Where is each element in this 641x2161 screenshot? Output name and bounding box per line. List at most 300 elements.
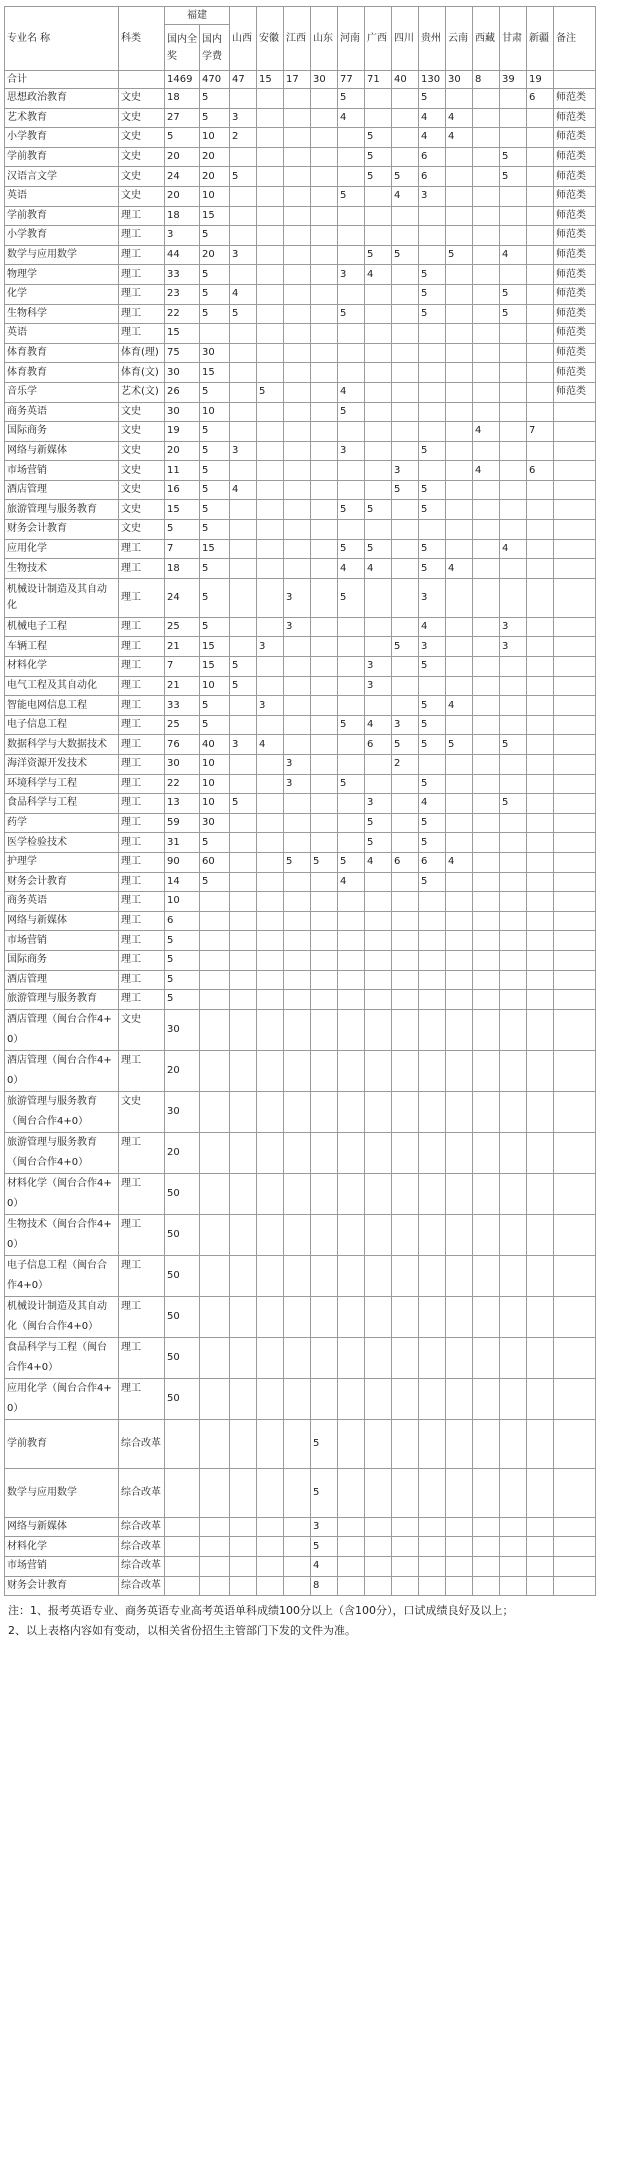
province-quota-cell: 5 xyxy=(338,539,365,559)
province-quota-cell xyxy=(284,950,311,970)
totals-value: 30 xyxy=(311,71,338,89)
fujian-full-scholarship-cell: 20 xyxy=(165,1132,200,1173)
province-quota-cell: 5 xyxy=(446,245,473,265)
table-row xyxy=(5,755,596,775)
province-quota-cell xyxy=(284,657,311,677)
province-quota-cell xyxy=(500,480,527,500)
major-name-cell: 医学检验技术 xyxy=(5,833,119,853)
province-quota-cell: 5 xyxy=(392,735,419,755)
table-row xyxy=(5,245,596,265)
empty-cell xyxy=(200,1337,230,1378)
table-row xyxy=(5,637,596,657)
empty-cell xyxy=(500,1132,527,1173)
province-quota-cell: 5 xyxy=(311,1537,338,1557)
empty-cell xyxy=(527,1050,554,1091)
empty-cell xyxy=(392,1337,419,1378)
note-cell xyxy=(554,637,596,657)
province-quota-cell xyxy=(527,657,554,677)
province-quota-cell xyxy=(527,676,554,696)
empty-cell xyxy=(257,1419,284,1468)
totals-blank xyxy=(119,71,165,89)
province-quota-cell xyxy=(284,343,311,363)
table-row xyxy=(5,1173,596,1214)
empty-cell xyxy=(365,1378,392,1419)
header-province: 西藏 xyxy=(473,7,500,71)
empty-cell xyxy=(419,1214,446,1255)
category-cell: 文史 xyxy=(119,422,165,442)
category-cell: 理工 xyxy=(119,1050,165,1091)
province-quota-cell xyxy=(284,559,311,579)
empty-cell xyxy=(284,1091,311,1132)
province-quota-cell xyxy=(338,480,365,500)
empty-cell xyxy=(527,1214,554,1255)
province-quota-cell xyxy=(473,343,500,363)
major-name-cell: 生物技术 xyxy=(5,559,119,579)
empty-cell xyxy=(365,1091,392,1132)
province-quota-cell xyxy=(284,284,311,304)
province-quota-cell xyxy=(473,990,500,1010)
province-quota-cell xyxy=(527,872,554,892)
province-quota-cell xyxy=(500,265,527,285)
province-quota-cell: 5 xyxy=(311,1419,338,1468)
province-quota-cell xyxy=(500,324,527,344)
province-quota-cell: 5 xyxy=(419,715,446,735)
province-quota-cell xyxy=(446,206,473,226)
province-quota-cell: 4 xyxy=(419,617,446,637)
province-quota-cell xyxy=(257,715,284,735)
province-quota-cell xyxy=(500,422,527,442)
empty-cell xyxy=(165,1537,200,1557)
province-quota-cell xyxy=(311,167,338,187)
empty-cell xyxy=(311,1337,338,1378)
major-name-cell: 学前教育 xyxy=(5,147,119,167)
province-quota-cell xyxy=(230,363,257,383)
province-quota-cell xyxy=(419,970,446,990)
province-quota-cell: 3 xyxy=(230,245,257,265)
empty-cell xyxy=(392,1132,419,1173)
empty-cell xyxy=(365,1337,392,1378)
category-cell: 理工 xyxy=(119,813,165,833)
header-province: 四川 xyxy=(392,7,419,71)
fujian-tuition-cell: 40 xyxy=(200,735,230,755)
province-quota-cell xyxy=(284,676,311,696)
empty-cell xyxy=(284,1050,311,1091)
province-quota-cell xyxy=(257,657,284,677)
province-quota-cell xyxy=(365,422,392,442)
province-quota-cell: 5 xyxy=(284,852,311,872)
category-cell: 理工 xyxy=(119,578,165,617)
empty-cell xyxy=(500,1091,527,1132)
empty-cell xyxy=(554,1556,596,1576)
province-quota-cell xyxy=(230,970,257,990)
province-quota-cell xyxy=(527,735,554,755)
province-quota-cell xyxy=(284,206,311,226)
province-quota-cell xyxy=(392,911,419,931)
major-name-cell: 智能电网信息工程 xyxy=(5,696,119,716)
province-quota-cell xyxy=(311,657,338,677)
empty-cell xyxy=(392,1468,419,1517)
empty-cell xyxy=(257,1468,284,1517)
province-quota-cell xyxy=(230,637,257,657)
empty-cell xyxy=(284,1517,311,1537)
empty-cell xyxy=(473,1009,500,1050)
province-quota-cell xyxy=(446,578,473,617)
header-category: 科类 xyxy=(119,7,165,71)
province-quota-cell: 5 xyxy=(500,304,527,324)
category-cell: 体育(理) xyxy=(119,343,165,363)
table-row xyxy=(5,794,596,814)
province-quota-cell xyxy=(365,931,392,951)
province-quota-cell xyxy=(392,559,419,579)
province-quota-cell xyxy=(230,206,257,226)
empty-cell xyxy=(473,1214,500,1255)
province-quota-cell: 5 xyxy=(230,304,257,324)
fujian-tuition-cell: 5 xyxy=(200,480,230,500)
province-quota-cell: 3 xyxy=(338,265,365,285)
fujian-full-scholarship-cell: 18 xyxy=(165,89,200,109)
category-cell: 理工 xyxy=(119,735,165,755)
province-quota-cell xyxy=(311,520,338,540)
empty-cell xyxy=(446,1091,473,1132)
empty-cell xyxy=(527,1378,554,1419)
major-name-cell: 旅游管理与服务教育（闽台合作4+0） xyxy=(5,1091,119,1132)
province-quota-cell xyxy=(473,382,500,402)
empty-cell xyxy=(500,1378,527,1419)
province-quota-cell xyxy=(365,911,392,931)
empty-cell xyxy=(338,1337,365,1378)
province-quota-cell xyxy=(284,715,311,735)
empty-cell xyxy=(365,1132,392,1173)
empty-cell xyxy=(527,1255,554,1296)
table-row xyxy=(5,852,596,872)
empty-cell xyxy=(200,1296,230,1337)
fujian-tuition-cell: 10 xyxy=(200,794,230,814)
province-quota-cell xyxy=(446,755,473,775)
note-cell xyxy=(554,617,596,637)
province-quota-cell xyxy=(311,382,338,402)
major-name-cell: 旅游管理与服务教育 xyxy=(5,990,119,1010)
province-quota-cell xyxy=(338,147,365,167)
table-row xyxy=(5,990,596,1010)
province-quota-cell xyxy=(473,304,500,324)
empty-cell xyxy=(230,1378,257,1419)
province-quota-cell: 3 xyxy=(257,696,284,716)
empty-cell xyxy=(230,1517,257,1537)
province-quota-cell: 4 xyxy=(338,108,365,128)
empty-cell xyxy=(257,1050,284,1091)
province-quota-cell: 5 xyxy=(338,89,365,109)
fujian-full-scholarship-cell: 90 xyxy=(165,852,200,872)
category-cell: 理工 xyxy=(119,265,165,285)
province-quota-cell xyxy=(500,931,527,951)
province-quota-cell xyxy=(257,422,284,442)
category-cell: 文史 xyxy=(119,167,165,187)
province-quota-cell xyxy=(257,813,284,833)
fujian-tuition-cell: 5 xyxy=(200,441,230,461)
province-quota-cell xyxy=(311,755,338,775)
empty-cell xyxy=(311,1009,338,1050)
table-row xyxy=(5,520,596,540)
province-quota-cell xyxy=(230,578,257,617)
province-quota-cell xyxy=(365,441,392,461)
province-quota-cell xyxy=(338,343,365,363)
province-quota-cell xyxy=(284,226,311,246)
category-cell: 综合改革 xyxy=(119,1468,165,1517)
totals-value: 47 xyxy=(230,71,257,89)
province-quota-cell xyxy=(392,990,419,1010)
province-quota-cell xyxy=(473,206,500,226)
province-quota-cell xyxy=(284,304,311,324)
major-name-cell: 电子信息工程 xyxy=(5,715,119,735)
province-quota-cell: 5 xyxy=(500,284,527,304)
empty-cell xyxy=(446,1468,473,1517)
province-quota-cell xyxy=(311,833,338,853)
note-cell: 师范类 xyxy=(554,343,596,363)
major-name-cell: 数学与应用数学 xyxy=(5,245,119,265)
empty-cell xyxy=(554,1468,596,1517)
note-cell xyxy=(554,872,596,892)
province-quota-cell xyxy=(392,539,419,559)
empty-cell xyxy=(230,1337,257,1378)
province-quota-cell xyxy=(311,265,338,285)
province-quota-cell xyxy=(527,950,554,970)
empty-cell xyxy=(165,1468,200,1517)
province-quota-cell xyxy=(311,402,338,422)
province-quota-cell xyxy=(419,461,446,481)
province-quota-cell: 6 xyxy=(419,852,446,872)
header-note: 备注 xyxy=(554,7,596,71)
province-quota-cell xyxy=(311,128,338,148)
province-quota-cell xyxy=(500,755,527,775)
empty-cell xyxy=(419,1419,446,1468)
province-quota-cell: 3 xyxy=(284,774,311,794)
province-quota-cell xyxy=(230,715,257,735)
province-quota-cell xyxy=(527,852,554,872)
province-quota-cell xyxy=(257,441,284,461)
province-quota-cell: 5 xyxy=(257,382,284,402)
major-name-cell: 网络与新媒体 xyxy=(5,1517,119,1537)
empty-cell xyxy=(284,1468,311,1517)
province-quota-cell: 6 xyxy=(527,89,554,109)
major-name-cell: 财务会计教育 xyxy=(5,1576,119,1596)
header-fujian-tuition: 国内学费 xyxy=(200,25,230,71)
province-quota-cell xyxy=(284,422,311,442)
major-name-cell: 国际商务 xyxy=(5,422,119,442)
province-quota-cell: 5 xyxy=(338,774,365,794)
province-quota-cell xyxy=(473,539,500,559)
province-quota-cell xyxy=(473,265,500,285)
fujian-full-scholarship-cell: 25 xyxy=(165,715,200,735)
fujian-tuition-cell: 10 xyxy=(200,186,230,206)
province-quota-cell xyxy=(500,402,527,422)
province-quota-cell xyxy=(284,441,311,461)
note-cell xyxy=(554,696,596,716)
empty-cell xyxy=(338,1173,365,1214)
province-quota-cell xyxy=(257,539,284,559)
province-quota-cell xyxy=(500,892,527,912)
province-quota-cell xyxy=(500,382,527,402)
note-cell xyxy=(554,715,596,735)
province-quota-cell xyxy=(311,147,338,167)
fujian-full-scholarship-cell: 27 xyxy=(165,108,200,128)
province-quota-cell xyxy=(419,324,446,344)
major-name-cell: 网络与新媒体 xyxy=(5,441,119,461)
category-cell: 理工 xyxy=(119,852,165,872)
category-cell: 文史 xyxy=(119,1009,165,1050)
empty-cell xyxy=(200,1132,230,1173)
province-quota-cell: 5 xyxy=(419,500,446,520)
note-cell xyxy=(554,441,596,461)
province-quota-cell xyxy=(446,422,473,442)
major-name-cell: 车辆工程 xyxy=(5,637,119,657)
province-quota-cell xyxy=(473,833,500,853)
major-name-cell: 海洋资源开发技术 xyxy=(5,755,119,775)
empty-cell xyxy=(338,1556,365,1576)
table-row xyxy=(5,892,596,912)
province-quota-cell xyxy=(392,696,419,716)
major-name-cell: 思想政治教育 xyxy=(5,89,119,109)
province-quota-cell xyxy=(311,245,338,265)
province-quota-cell xyxy=(473,892,500,912)
major-name-cell: 酒店管理 xyxy=(5,480,119,500)
province-quota-cell xyxy=(311,206,338,226)
empty-cell xyxy=(419,1576,446,1596)
empty-cell xyxy=(473,1296,500,1337)
table-row xyxy=(5,1009,596,1050)
province-quota-cell: 5 xyxy=(419,284,446,304)
province-quota-cell: 2 xyxy=(392,755,419,775)
province-quota-cell xyxy=(311,911,338,931)
province-quota-cell xyxy=(527,226,554,246)
province-quota-cell: 4 xyxy=(419,794,446,814)
province-quota-cell xyxy=(446,715,473,735)
table-row xyxy=(5,363,596,383)
province-quota-cell: 5 xyxy=(230,676,257,696)
table-row xyxy=(5,343,596,363)
province-quota-cell xyxy=(473,284,500,304)
province-quota-cell: 5 xyxy=(419,657,446,677)
fujian-tuition-cell: 5 xyxy=(200,284,230,304)
province-quota-cell: 5 xyxy=(365,147,392,167)
note-cell xyxy=(554,500,596,520)
province-quota-cell xyxy=(365,382,392,402)
fujian-full-scholarship-cell: 31 xyxy=(165,833,200,853)
header-row-1 xyxy=(5,7,596,25)
province-quota-cell xyxy=(230,500,257,520)
empty-cell xyxy=(392,1537,419,1557)
province-quota-cell: 5 xyxy=(311,1468,338,1517)
empty-cell xyxy=(392,1173,419,1214)
fujian-tuition-cell: 20 xyxy=(200,167,230,187)
category-cell: 理工 xyxy=(119,1255,165,1296)
province-quota-cell xyxy=(257,578,284,617)
major-name-cell: 体育教育 xyxy=(5,363,119,383)
empty-cell xyxy=(365,1296,392,1337)
category-cell: 理工 xyxy=(119,715,165,735)
header-province: 安徽 xyxy=(257,7,284,71)
province-quota-cell xyxy=(446,990,473,1010)
empty-cell xyxy=(392,1556,419,1576)
fujian-full-scholarship-cell: 24 xyxy=(165,167,200,187)
province-quota-cell xyxy=(311,441,338,461)
province-quota-cell xyxy=(338,245,365,265)
province-quota-cell: 5 xyxy=(419,872,446,892)
province-quota-cell xyxy=(419,520,446,540)
fujian-full-scholarship-cell: 14 xyxy=(165,872,200,892)
empty-cell xyxy=(446,1296,473,1337)
table-row xyxy=(5,715,596,735)
province-quota-cell: 5 xyxy=(338,500,365,520)
province-quota-cell xyxy=(527,245,554,265)
fujian-full-scholarship-cell: 5 xyxy=(165,970,200,990)
province-quota-cell xyxy=(257,343,284,363)
province-quota-cell xyxy=(473,441,500,461)
empty-cell xyxy=(338,1009,365,1050)
empty-cell xyxy=(284,1214,311,1255)
empty-cell xyxy=(230,1419,257,1468)
empty-cell xyxy=(338,1091,365,1132)
note-cell: 师范类 xyxy=(554,167,596,187)
province-quota-cell xyxy=(365,755,392,775)
fujian-tuition-cell: 5 xyxy=(200,617,230,637)
fujian-tuition-cell xyxy=(200,990,230,1010)
province-quota-cell xyxy=(392,892,419,912)
category-cell: 文史 xyxy=(119,128,165,148)
header-province: 河南 xyxy=(338,7,365,71)
province-quota-cell xyxy=(338,167,365,187)
empty-cell xyxy=(257,1337,284,1378)
province-quota-cell xyxy=(365,480,392,500)
fujian-full-scholarship-cell: 18 xyxy=(165,559,200,579)
province-quota-cell xyxy=(473,226,500,246)
major-name-cell: 应用化学（闽台合作4+0） xyxy=(5,1378,119,1419)
province-quota-cell xyxy=(527,520,554,540)
note-cell: 师范类 xyxy=(554,324,596,344)
province-quota-cell xyxy=(284,147,311,167)
province-quota-cell: 3 xyxy=(284,617,311,637)
note-cell xyxy=(554,990,596,1010)
province-quota-cell xyxy=(338,226,365,246)
empty-cell xyxy=(527,1173,554,1214)
province-quota-cell xyxy=(446,892,473,912)
province-quota-cell xyxy=(527,539,554,559)
province-quota-cell xyxy=(500,89,527,109)
province-quota-cell: 5 xyxy=(392,480,419,500)
province-quota-cell: 5 xyxy=(338,578,365,617)
province-quota-cell xyxy=(527,990,554,1010)
province-quota-cell xyxy=(311,931,338,951)
province-quota-cell: 4 xyxy=(230,480,257,500)
note-cell: 师范类 xyxy=(554,186,596,206)
empty-cell xyxy=(554,1419,596,1468)
province-quota-cell xyxy=(365,343,392,363)
header-province: 甘肃 xyxy=(500,7,527,71)
empty-cell xyxy=(257,1378,284,1419)
province-quota-cell xyxy=(473,245,500,265)
province-quota-cell xyxy=(527,343,554,363)
empty-cell xyxy=(446,1009,473,1050)
empty-cell xyxy=(527,1468,554,1517)
province-quota-cell xyxy=(311,500,338,520)
category-cell: 理工 xyxy=(119,1173,165,1214)
empty-cell xyxy=(257,1255,284,1296)
province-quota-cell xyxy=(365,696,392,716)
empty-cell xyxy=(473,1173,500,1214)
empty-cell xyxy=(230,1556,257,1576)
province-quota-cell: 4 xyxy=(446,108,473,128)
empty-cell xyxy=(230,1296,257,1337)
fujian-full-scholarship-cell: 26 xyxy=(165,382,200,402)
